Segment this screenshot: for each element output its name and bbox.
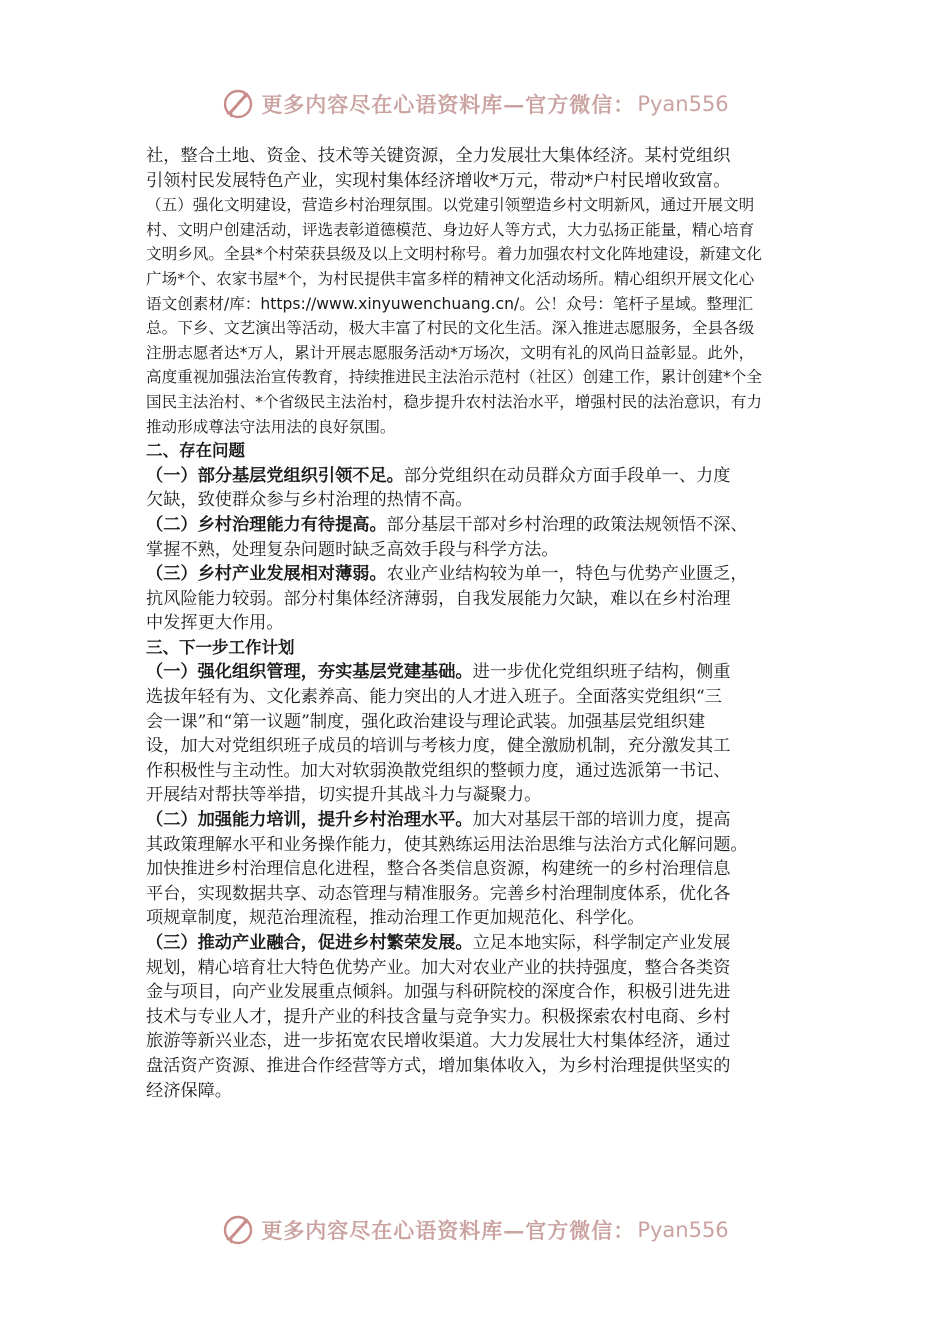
text-line — [146, 808, 816, 833]
text-line: 盘活资产资源、推进合作经营等方式，增加集体收入，为乡村治理提供坚实的 — [146, 1055, 731, 1076]
paragraph-civilization — [146, 193, 816, 439]
text-line: 掌握不熟，处理复杂问题时缺乏高效手段与科学方法。 — [146, 539, 559, 560]
paragraph-problem-1 — [146, 464, 816, 513]
text-line: 语文创素材/库：https://www.xinyuwenchuang.cn/。公！众号：笔杆子星域。整理汇 — [146, 294, 754, 313]
text-line: 项规章制度，规范治理流程，推动治理工作更加规范化、科学化。 — [146, 908, 645, 929]
text-line: 选拔年轻有为、文化素养高、能力突出的人才进入班子。全面落实党组织“三 — [146, 687, 722, 708]
text-line: 推动形成尊法守法用法的良好氛围。 — [146, 417, 396, 436]
watermark-text: 更多内容尽在心语资料库—官方微信： — [261, 92, 636, 117]
text-run: 部分基层干部对乡村治理的政策法规领悟不深、 — [386, 514, 748, 535]
paragraph-lead: （一）强化组织管理，夯实基层党建基础。 — [146, 662, 473, 683]
paragraph-lead: （三）乡村产业发展相对薄弱。 — [146, 564, 387, 585]
text-line: 加快推进乡村治理信息化进程，整合各类信息资源，构建统一的乡村治理信息 — [146, 859, 731, 880]
text-line: 引领村民发展特色产业，实现村集体经济增收*万元，带动*户村民增收致富。 — [146, 170, 731, 191]
paragraph-lead: （三）推动产业融合，促进乡村繁荣发展。 — [146, 933, 473, 953]
text-line: 广场*个、农家书屋*个，为村民提供丰富多样的精神文化活动场所。精心组织开展文化心 — [146, 269, 755, 288]
text-line: 其政策理解水平和业务操作能力，使其熟练运用法治思维与法治方式化解问题。 — [146, 834, 748, 855]
text-line: 金与项目，向产业发展重点倾斜。加强与科研院校的深度合作，积极引进先进 — [146, 982, 731, 1003]
text-line: 规划，精心培育壮大特色优势产业。加大对农业产业的扶持强度，整合各类资 — [146, 957, 731, 978]
text-line: 开展结对帮扶等举措，切实提升其战斗力与凝聚力。 — [146, 785, 542, 806]
text-line: 设，加大对党组织班子成员的培训与考核力度，健全激励机制，充分激发其工 — [146, 736, 731, 757]
text-line: 村、文明户创建活动，评选表彰道德模范、身边好人等方式，大力弘扬正能量，精心培育 — [146, 220, 755, 239]
paragraph-plan-3 — [146, 931, 816, 1103]
text-run: 加大对基层干部的培训力度，提高 — [472, 810, 731, 831]
text-line: 会一课”和“第一议题”制度，强化政治建设与理论武装。加强基层党组织建 — [146, 711, 706, 732]
text-line: 社，整合土地、资金、技术等关键资源，全力发展壮大集体经济。某村党组织 — [146, 146, 731, 166]
text-line: 欠缺，致使群众参与乡村治理的热情不高。 — [146, 490, 473, 511]
text-line: 作积极性与主动性。加大对软弱涣散党组织的整顿力度，通过选派第一书记、 — [146, 760, 731, 781]
text-line: 高度重视加强法治宣传教育，持续推进民主法治示范村（社区）创建工作，累计创建*个全 — [146, 368, 762, 387]
text-line: 文明乡风。全县*个村荣获县级及以上文明村称号。着力加强农村文化阵地建设，新建文化 — [146, 245, 762, 264]
section-heading-next-steps: 三、下一步工作计划 — [146, 637, 295, 657]
text-line — [146, 513, 816, 538]
paragraph-lead: （二）加强能力培训，提升乡村治理水平。 — [146, 810, 473, 831]
pen-logo-icon — [221, 87, 255, 121]
text-line: 抗风险能力较弱。部分村集体经济薄弱，自我发展能力欠缺，难以在乡村治理 — [146, 588, 731, 609]
paragraph-collective-economy — [146, 144, 816, 193]
watermark-text: 更多内容尽在心语资料库—官方微信： — [261, 1218, 636, 1243]
document-body — [146, 144, 816, 1103]
text-line — [146, 660, 816, 685]
text-line: 旅游等新兴业态，进一步拓宽农民增收渠道。大力发展壮大村集体经济，通过 — [146, 1031, 731, 1052]
section-heading-problems: 二、存在问题 — [146, 441, 245, 461]
header-watermark — [0, 82, 950, 126]
text-line: 平台，实现数据共享、动态管理与精准服务。完善乡村治理制度体系，优化各 — [146, 883, 731, 904]
text-line: 技术与专业人才，提升产业的科技含量与竞争实力。积极探索农村电商、乡村 — [146, 1006, 731, 1027]
text-run: 立足本地实际，科学制定产业发展 — [472, 933, 731, 953]
text-line: 中发挥更大作用。 — [146, 613, 284, 634]
text-line — [146, 464, 816, 489]
text-run: 进一步优化党组织班子结构，侧重 — [472, 662, 731, 683]
paragraph-lead: （二）乡村治理能力有待提高。 — [146, 514, 387, 535]
text-line: （五）强化文明建设，营造乡村治理氛围。以党建引领塑造乡村文明新风，通过开展文明 — [146, 196, 755, 215]
watermark-handle: Pyan556 — [637, 92, 729, 116]
watermark-handle: Pyan556 — [637, 1218, 729, 1242]
paragraph-lead: （一）部分基层党组织引领不足。 — [146, 465, 404, 486]
paragraph-plan-2 — [146, 808, 816, 931]
footer-watermark — [0, 1208, 950, 1252]
pen-logo-icon — [221, 1213, 255, 1247]
text-run: 农业产业结构较为单一，特色与优势产业匮乏， — [386, 564, 748, 585]
text-line: 总。下乡、文艺演出等活动，极大丰富了村民的文化生活。深入推进志愿服务，全县各级 — [146, 319, 755, 338]
paragraph-plan-1 — [146, 660, 816, 808]
text-line — [146, 562, 816, 587]
text-line: 经济保障。 — [146, 1080, 232, 1101]
paragraph-problem-2 — [146, 513, 816, 562]
paragraph-problem-3 — [146, 562, 816, 636]
text-line — [146, 931, 816, 956]
text-line: 注册志愿者达*万人，累计开展志愿服务活动*万场次，文明有礼的风尚日益彰显。此外， — [146, 343, 755, 362]
text-run: 部分党组织在动员群众方面手段单一、力度 — [403, 465, 731, 486]
text-line: 国民主法治村、*个省级民主法治村，稳步提升农村法治水平，增强村民的法治意识，有力 — [146, 392, 762, 411]
